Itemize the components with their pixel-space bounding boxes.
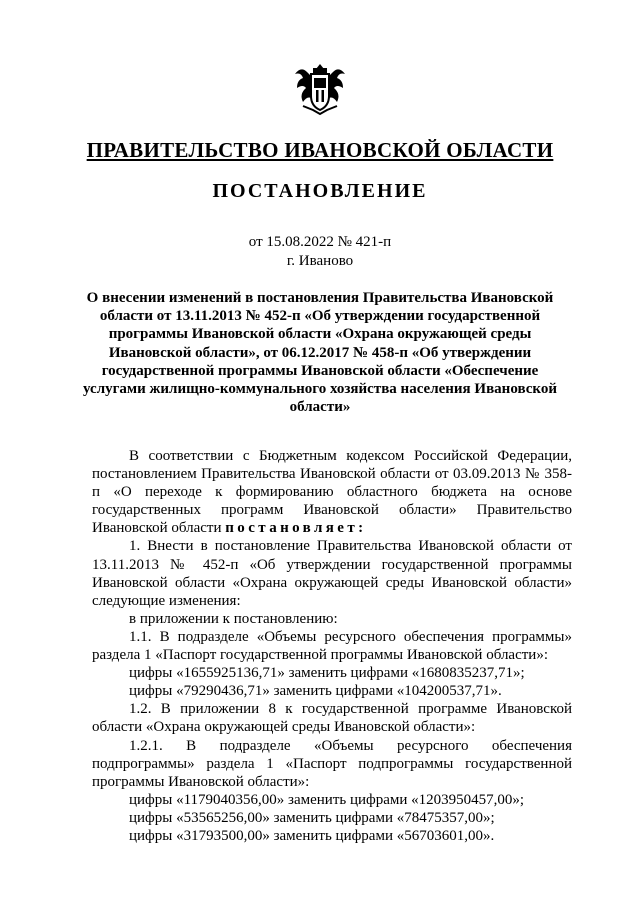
annex-intro: в приложении к постановлению:	[129, 610, 338, 627]
government-name: ПРАВИТЕЛЬСТВО ИВАНОВСКОЙ ОБЛАСТИ	[86, 138, 554, 162]
item-1: 1. Внести в постановление Правительства Ивановской области от 13.11.2013 № 452-п «Об утверждении государственной программы Ивановской области «Охрана окружающей среды Ивановской области» следующие изменения:	[92, 538, 572, 609]
date-block	[0, 233, 640, 271]
document-body	[92, 447, 572, 845]
item-1-1-line-1: цифры «1655925136,71» заменить цифрами «1680835237,71»;	[129, 665, 525, 682]
city: г. Иваново	[286, 253, 354, 269]
document-title: О внесении изменений в постановления Правительства Ивановской области от 13.11.2013 № 452-п «Об утверждении государственной программы Ивановской области «Охрана окружающей среды Ивановской области», от 06.12.2017 № 458-п «Об утверждении государственной программы Ивановской области «Обеспечение услугами жилищно-коммунального хозяйства населения Ивановской области»	[83, 290, 557, 416]
item-1-2-1-line-3: цифры «31793500,00» заменить цифрами «56703601,00».	[129, 827, 495, 844]
preamble-text: В соответствии с Бюджетным кодексом Российской Федерации, постановлением Правительства Ивановской области от 03.09.2013 № 358-п «О переходе к формированию областного бюджета на основе государственных программ Ивановской области» Правительство Ивановской области	[92, 448, 572, 537]
item-1-2-1-line-2: цифры «53565256,00» заменить цифрами «78475357,00»;	[129, 809, 495, 826]
decree-word: постановляет:	[225, 520, 367, 537]
item-1-2-1: 1.2.1. В подразделе «Объемы ресурсного обеспечения подпрограммы» раздела 1 «Паспорт подпрограммы государственной программы Ивановской области»:	[92, 737, 572, 790]
preamble-paragraph	[92, 447, 572, 537]
date-number: от 15.08.2022 № 421-п	[248, 234, 392, 250]
item-1-1-line-2: цифры «79290436,71» заменить цифрами «104200537,71».	[129, 683, 502, 700]
document-type: ПОСТАНОВЛЕНИЕ	[212, 180, 428, 202]
item-1-2: 1.2. В приложении 8 к государственной программе Ивановской области «Охрана окружающей среды Ивановской области»:	[92, 701, 572, 736]
coat-of-arms-emblem	[293, 62, 347, 116]
item-1-1: 1.1. В подразделе «Объемы ресурсного обеспечения программы» раздела 1 «Паспорт государственной программы Ивановской области»:	[92, 628, 572, 664]
item-1-2-1-line-1: цифры «1179040356,00» заменить цифрами «1203950457,00»;	[129, 791, 525, 808]
